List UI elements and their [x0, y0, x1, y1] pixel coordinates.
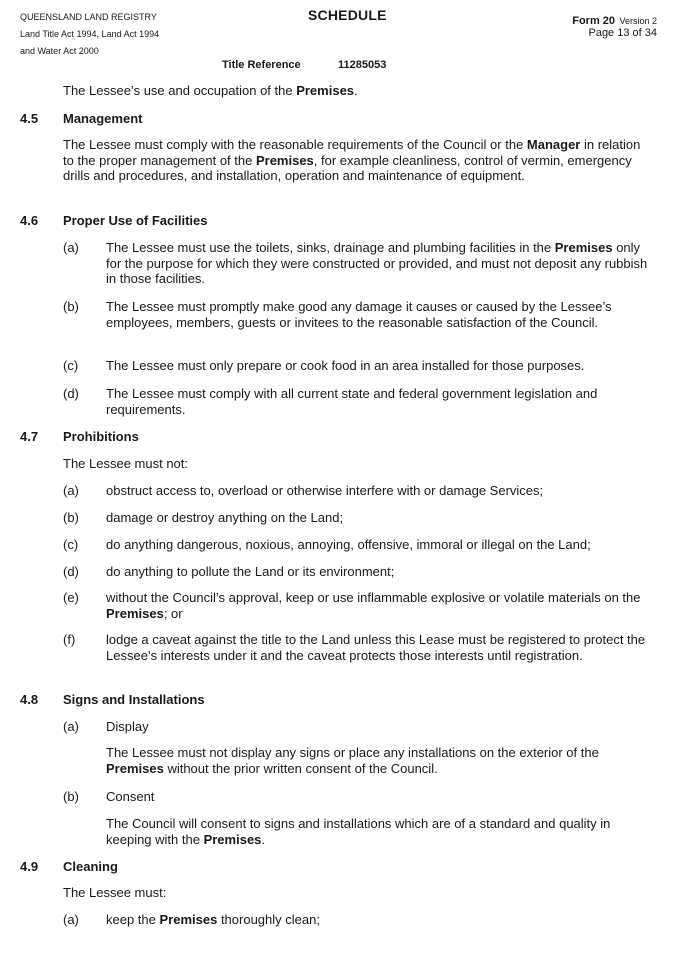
item-label: (a): [63, 912, 79, 927]
item-label: (d): [63, 564, 79, 579]
item-text: The Lessee must promptly make good any damage it causes or caused by the Lessee’s employees, members, guests or invitees to the reasonable satisfaction of the Council.: [106, 299, 612, 330]
item-label: (b): [63, 510, 79, 525]
section-number: 4.5: [20, 111, 39, 126]
item-text: The Lessee must not display any signs or place any installations on the exterior of the Premises without the prior written consent of the Council.: [106, 745, 599, 776]
item-text: do anything dangerous, noxious, annoying, offensive, immoral or illegal on the Land;: [106, 537, 591, 552]
section-heading: Proper Use of Facilities: [63, 213, 208, 228]
item-label: (b): [63, 299, 79, 314]
acts-line-1: Land Title Act 1994, Land Act 1994: [20, 29, 160, 39]
section-number: 4.7: [20, 429, 39, 444]
item-label: (c): [63, 358, 79, 373]
title-reference-value: 11285053: [338, 59, 387, 71]
item-text: The Lessee must only prepare or cook food in an area installed for those purposes.: [106, 358, 585, 373]
item-text: lodge a caveat against the title to the Land unless this Lease must be registered to protect the Lessee’s interests under it and the caveat protects those interests until registration.: [106, 632, 646, 663]
management-paragraph: The Lessee must comply with the reasonable requirements of the Council or the Manager in relation to the proper management of the Premises, for example cleanliness, control of vermin, emergency drills and procedures, and installation, operation and maintenance of equipment.: [63, 137, 641, 183]
item-text: The Council will consent to signs and installations which are of a standard and quality in keeping with the Premises.: [106, 816, 611, 847]
prohibitions-lead: The Lessee must not:: [63, 456, 189, 471]
section-heading: Prohibitions: [63, 429, 139, 444]
item-label: (a): [63, 483, 79, 498]
registry-name: QUEENSLAND LAND REGISTRY: [20, 12, 157, 22]
intro-paragraph: The Lessee’s use and occupation of the Premises.: [63, 83, 358, 98]
item-label: (b): [63, 789, 79, 804]
item-text: obstruct access to, overload or otherwise interfere with or damage Services;: [106, 483, 544, 498]
item-text: do anything to pollute the Land or its environment;: [106, 564, 395, 579]
item-label: (e): [63, 590, 79, 605]
item-text: The Lessee must comply with all current state and federal government legislation and requirements.: [106, 386, 598, 417]
form-version: Version 2: [619, 16, 657, 26]
item-label: (d): [63, 386, 79, 401]
section-heading: Cleaning: [63, 859, 118, 874]
title-reference-label: Title Reference: [222, 59, 301, 71]
form-label: Form 20: [572, 15, 616, 27]
section-heading: Signs and Installations: [63, 692, 205, 707]
section-number: 4.6: [20, 213, 39, 228]
item-text: The Lessee must use the toilets, sinks, drainage and plumbing facilities in the Premises only for the purpose for which they were constructed or provided, and must not deposit any rubbish in those facilities.: [106, 240, 648, 286]
section-number: 4.8: [20, 692, 39, 707]
subitem-title: Display: [106, 719, 149, 734]
item-text: keep the Premises thoroughly clean;: [106, 912, 320, 927]
item-label: (a): [63, 719, 79, 734]
item-label: (c): [63, 537, 79, 552]
page-number: Page 13 of 34: [588, 27, 657, 39]
cleaning-lead: The Lessee must:: [63, 885, 167, 900]
item-text: damage or destroy anything on the Land;: [106, 510, 344, 525]
item-label: (f): [63, 632, 76, 647]
acts-line-2: and Water Act 2000: [20, 46, 99, 56]
section-heading: Management: [63, 111, 143, 126]
item-label: (a): [63, 240, 79, 255]
item-text: without the Council’s approval, keep or use inflammable explosive or volatile materials on the Premises; or: [106, 590, 641, 621]
schedule-title: SCHEDULE: [308, 7, 387, 23]
section-number: 4.9: [20, 859, 39, 874]
subitem-title: Consent: [106, 789, 155, 804]
